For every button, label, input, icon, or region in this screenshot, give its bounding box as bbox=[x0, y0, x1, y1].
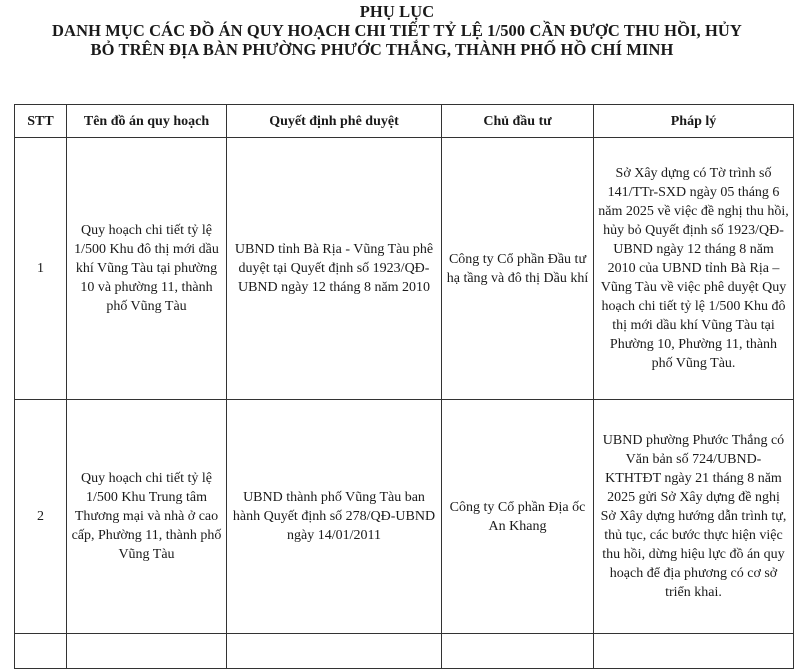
cell-approval-decision: UBND tỉnh Bà Rịa - Vũng Tàu phê duyệt tại Quyết định số 1923/QĐ-UBND ngày 12 tháng 8 năm 2010 bbox=[227, 138, 442, 400]
cell-legal-basis: UBND phường Phước Thắng có Văn bản số 724/UBND-KTHTĐT ngày 21 tháng 8 năm 2025 gửi Sở Xây dựng đề nghị Sở Xây dựng hướng dẫn trình tự, thủ tục, các bước thực hiện việc thu hồi, dừng hiệu lực đồ án quy hoạch để địa phương có cơ sở triển khai. bbox=[594, 400, 794, 634]
appendix-subtitle-line-1: DANH MỤC CÁC ĐỒ ÁN QUY HOẠCH CHI TIẾT TỶ LỆ 1/500 CẦN ĐƯỢC THU HỒI, HỦY bbox=[52, 21, 742, 40]
table-row-partial bbox=[15, 634, 794, 669]
cell-stt: 1 bbox=[15, 138, 67, 400]
planning-projects-table bbox=[14, 104, 794, 669]
column-header-approval-decision: Quyết định phê duyệt bbox=[227, 105, 442, 138]
table-header-row bbox=[15, 105, 794, 138]
column-header-project-name: Tên đồ án quy hoạch bbox=[67, 105, 227, 138]
cell-project-name: Quy hoạch chi tiết tỷ lệ 1/500 Khu Trung tâm Thương mại và nhà ở cao cấp, Phường 11, thành phố Vũng Tàu bbox=[67, 400, 227, 634]
appendix-title: PHỤ LỤC bbox=[359, 2, 435, 21]
cell-empty bbox=[15, 634, 67, 669]
appendix-subtitle-line-2: BỎ TRÊN ĐỊA BÀN PHƯỜNG PHƯỚC THẮNG, THÀNH PHỐ HỒ CHÍ MINH bbox=[90, 40, 674, 59]
cell-investor: Công ty Cổ phần Địa ốc An Khang bbox=[442, 400, 594, 634]
column-header-stt: STT bbox=[15, 105, 67, 138]
cell-project-name: Quy hoạch chi tiết tỷ lệ 1/500 Khu đô thị mới dầu khí Vũng Tàu tại phường 10 và phường 11, thành phố Vũng Tàu bbox=[67, 138, 227, 400]
table-row bbox=[15, 400, 794, 634]
column-header-legal-basis: Pháp lý bbox=[594, 105, 794, 138]
cell-empty bbox=[67, 634, 227, 669]
cell-empty bbox=[594, 634, 794, 669]
cell-stt: 2 bbox=[15, 400, 67, 634]
cell-investor: Công ty Cổ phần Đầu tư hạ tầng và đô thị Dầu khí bbox=[442, 138, 594, 400]
cell-empty bbox=[442, 634, 594, 669]
cell-legal-basis: Sở Xây dựng có Tờ trình số 141/TTr-SXD ngày 05 tháng 6 năm 2025 về việc đề nghị thu hồi, hủy bỏ Quyết định số 1923/QĐ-UBND ngày 12 tháng 8 năm 2010 của UBND tỉnh Bà Rịa – Vũng Tàu về việc phê duyệt Quy hoạch chi tiết tỷ lệ 1/500 Khu đô thị mới dầu khí Vũng Tàu tại Phường 10, Phường 11, thành phố Vũng Tàu. bbox=[594, 138, 794, 400]
cell-approval-decision: UBND thành phố Vũng Tàu ban hành Quyết định số 278/QĐ-UBND ngày 14/01/2011 bbox=[227, 400, 442, 634]
column-header-investor: Chủ đầu tư bbox=[442, 105, 594, 138]
document-heading bbox=[0, 2, 794, 59]
table-row bbox=[15, 138, 794, 400]
cell-empty bbox=[227, 634, 442, 669]
